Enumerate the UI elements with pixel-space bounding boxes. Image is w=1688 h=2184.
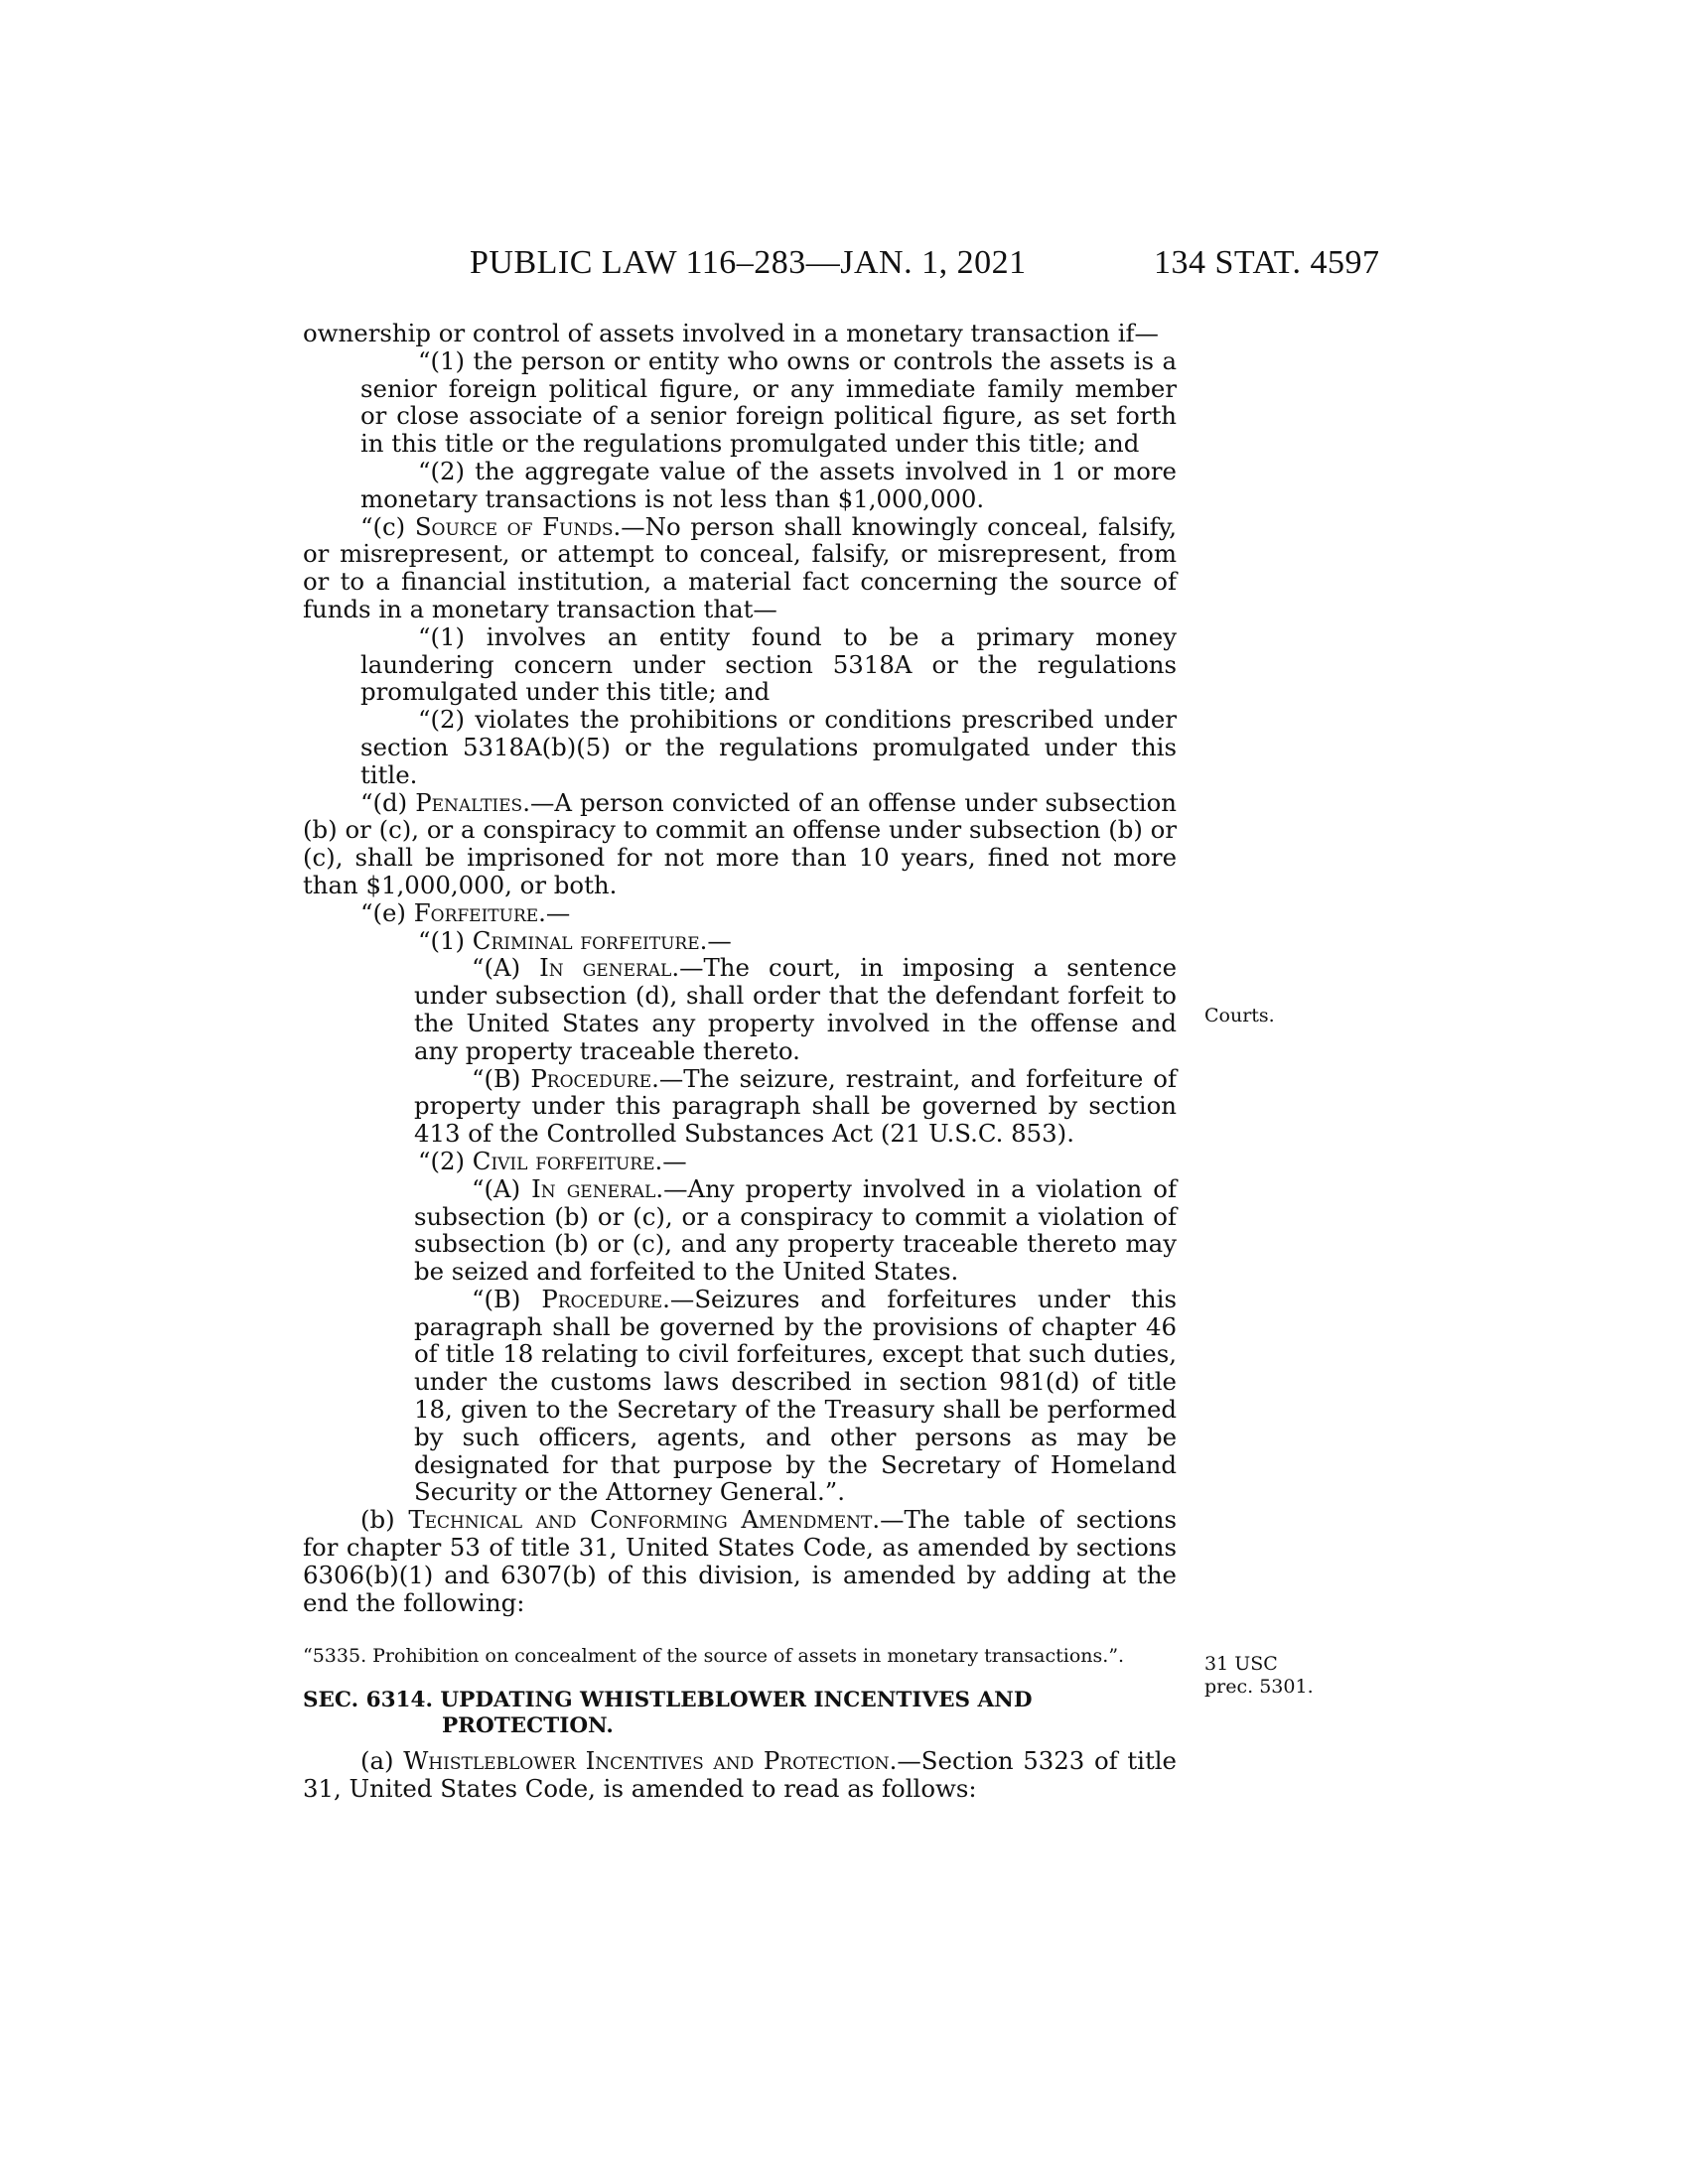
subsection-e-heading: Forfeiture. bbox=[413, 897, 546, 927]
subparagraph-e2b: “(B) Procedure.—Seizures and forfeitures under this paragraph shall be governed by the provisions of chapter 46 of title 18 relating to civil forfeitures, except that such duties, under the customs laws described in section 981(d) of title 18, given to the Secretary of the Treasury shall be performed by such officers, agents, and other persons as may be designated for that purpose by the Secretary of Homeland Security or the Attorney General.”. bbox=[414, 1284, 1177, 1507]
paragraph-item-1: “(1) the person or entity who owns or controls the assets is a senior foreign political figure, or any immediate family member or close associate of a senior foreign political figure, as set forth in this title or the regulations promulgated under this title; and bbox=[360, 345, 1177, 459]
subsection-a: (a) Whistleblower Incentives and Protection.—Section 5323 of title 31, United States Code, is amended to read as follows: bbox=[303, 1746, 1177, 1804]
subparagraph-e2a-heading: In general. bbox=[531, 1173, 664, 1203]
subsection-a-heading: Whistleblower Incentives and Protection. bbox=[403, 1746, 898, 1776]
table-of-sections-entry: “5335. Prohibition on concealment of the source of assets in monetary transactions.”. bbox=[303, 1645, 1125, 1668]
subparagraph-e1a-heading: In general. bbox=[539, 953, 680, 983]
subparagraph-e2a: “(A) In general.—Any property involved in a violation of subsection (b) or (c), or a conspiracy to commit a violation of subsection (b) or (c), and any property traceable thereto may be seized and forfeited to the United States. bbox=[414, 1173, 1177, 1287]
margin-note-usc-line1: 31 USC bbox=[1204, 1653, 1278, 1675]
subsection-c-item-2: “(2) violates the prohibitions or conditions prescribed under section 5318A(b)(5) or the regulations promulgated under this title. bbox=[360, 705, 1177, 789]
paragraph-item-2: “(2) the aggregate value of the assets involved in 1 or more monetary transactions is not less than $1,000,000. bbox=[360, 456, 1177, 513]
subsection-b: (b) Technical and Conforming Amendment.—The table of sections for chapter 53 of title 31, United States Code, as amended by sections 6306(b)(1) and 6307(b) of this division, is amended by adding at the end the following: bbox=[303, 1505, 1177, 1617]
paragraph-e1-heading: Criminal forfeiture. bbox=[472, 925, 708, 955]
paragraph-e2-heading: Civil forfeiture. bbox=[472, 1146, 663, 1175]
subparagraph-e1b: “(B) Procedure.—The seizure, restraint, and forfeiture of property under this paragraph shall be governed by section 413 of the Controlled Substances Act (21 U.S.C. 853). bbox=[414, 1063, 1178, 1149]
subsection-b-heading: Technical and Conforming Amendment. bbox=[408, 1505, 881, 1535]
section-heading: SEC. 6314. UPDATING WHISTLEBLOWER INCENTIVES AND PROTECTION. bbox=[303, 1688, 1033, 1739]
margin-note-usc-line2: prec. 5301. bbox=[1204, 1676, 1314, 1698]
document-body bbox=[303, 320, 1177, 1803]
running-header-title: PUBLIC LAW 116–283—JAN. 1, 2021 bbox=[470, 244, 1027, 281]
subsection-c-heading: Source of Funds. bbox=[414, 511, 622, 541]
paragraph-intro: ownership or control of assets involved in a monetary transaction if— bbox=[303, 319, 1159, 347]
subsection-e: “(e) Forfeiture.— bbox=[360, 897, 571, 927]
paragraph-e2: “(2) Civil forfeiture.— bbox=[418, 1146, 687, 1175]
page-number: 134 STAT. 4597 bbox=[1154, 244, 1380, 281]
subsection-c: “(c) Source of Funds.—No person shall knowingly conceal, falsify, or misrepresent, or attempt to conceal, falsify, or misrepresent, from or to a financial institution, a material fact concerning the source of funds in a monetary transaction that— bbox=[303, 511, 1177, 623]
margin-note-usc bbox=[1204, 1653, 1314, 1699]
subparagraph-e1b-heading: Procedure. bbox=[530, 1063, 659, 1093]
paragraph-e1: “(1) Criminal forfeiture.— bbox=[418, 925, 732, 955]
subsection-d: “(d) Penalties.—A person convicted of an offense under subsection (b) or (c), or a conspiracy to commit an offense under subsection (b) or (c), shall be imprisoned for not more than 10 years, fined not more than $1,000,000, or both. bbox=[303, 787, 1177, 899]
subsection-c-item-1: “(1) involves an entity found to be a primary money laundering concern under section 5318A or the regulations promulgated under this title; and bbox=[360, 621, 1177, 707]
subparagraph-e1a: “(A) In general.—The court, in imposing a sentence under subsection (d), shall order that the defendant forfeit to the United States any property involved in the offense and any property traceable thereto. bbox=[414, 953, 1177, 1065]
margin-note-courts: Courts. bbox=[1204, 1005, 1275, 1026]
subparagraph-e2b-heading: Procedure. bbox=[541, 1284, 670, 1313]
subsection-d-heading: Penalties. bbox=[415, 787, 530, 817]
